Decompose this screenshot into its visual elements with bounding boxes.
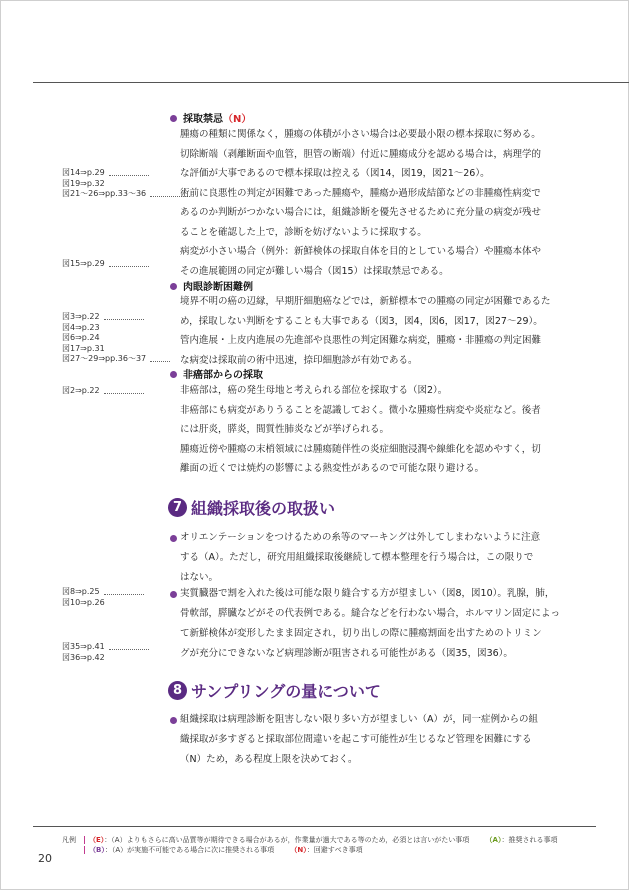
margin-ref[interactable]: 図10⇒p.26 bbox=[62, 597, 105, 607]
margin-ref[interactable]: 図35⇒p.41 bbox=[62, 642, 149, 653]
margin-refs-group2 bbox=[62, 259, 149, 270]
margin-ref[interactable]: 図19⇒p.32 bbox=[62, 178, 105, 188]
margin-ref[interactable]: 図15⇒p.29 bbox=[62, 259, 149, 270]
bullet-icon bbox=[170, 591, 177, 598]
margin-ref[interactable]: 図8⇒p.25 bbox=[62, 587, 144, 598]
margin-refs-group5 bbox=[62, 587, 144, 608]
section-8-bullet-1: 組織採取は病理診断を阻害しない限り多い方が望ましい（A）が，同一症例からの組 織採取が多すぎると採取部位間違いを起こす可能性が生じるなど管理を困難にする （N）ため，ある程度上限を決めておく。 bbox=[170, 710, 572, 770]
legend: 凡例 （E）：（A）よりもさらに高い品質等が期待できる場合があるが，作業量が過大である等のため，必須とは言いがたい事項 （A）：推奨される事項 （B）：（A）が実施不可能である場合に次に推奨される事項 （N）：回避すべき事項 bbox=[62, 836, 558, 854]
margin-refs-group4 bbox=[62, 386, 144, 397]
bullet-icon bbox=[170, 717, 177, 724]
top-rule bbox=[33, 82, 629, 83]
paragraph-nikugan-konnan: 境界不明の癌の辺縁，早期肝細胞癌などでは，新鮮標本での腫瘍の同定が困難であるた め，採取しない判断をすることも大事である（図3，図4，図6，図17，図27～29）。 管内進展・上皮内進展の先進部や良悪性の判定困難な病変，腫瘍・非腫瘍の判定困難 な病変は採取前の術中迅速，捺印細胞診が有効である。 bbox=[180, 296, 551, 366]
bottom-rule bbox=[33, 826, 596, 827]
subheading-nikugan-konnan: 肉眼診断困難例 bbox=[170, 278, 253, 293]
bullet-icon bbox=[170, 371, 177, 378]
section-number-badge: 8 bbox=[168, 681, 187, 700]
section-8-heading: 8 サンプリングの量について bbox=[168, 679, 381, 702]
bullet-icon bbox=[170, 535, 177, 542]
margin-ref[interactable]: 図17⇒p.31 bbox=[62, 343, 105, 353]
subheading-saishu-kinki: 採取禁忌（N） bbox=[170, 110, 251, 125]
section-7-bullet-2: 実質臓器で割を入れた後は可能な限り縫合する方が望ましい（図8，図10）。乳腺，肺， 骨軟部，膵臓などがその代表例である。縫合などを行わない場合，ホルマリン固定によっ て新鮮検体が変形したまま固定され，切り出しの際に腫瘍割面を出すためのトリミン グが充分にできないなど病理診断が阻害される可能性がある（図35，図36）。 bbox=[170, 584, 572, 664]
margin-ref[interactable]: 図3⇒p.22 bbox=[62, 312, 170, 323]
margin-ref[interactable]: 図2⇒p.22 bbox=[62, 386, 144, 397]
margin-ref[interactable]: 図27～29⇒pp.36～37 bbox=[62, 354, 170, 365]
bullet-icon bbox=[170, 115, 177, 122]
margin-ref[interactable]: 図6⇒p.24 bbox=[62, 333, 100, 342]
margin-ref[interactable]: 図14⇒p.29 bbox=[62, 168, 190, 179]
margin-ref[interactable]: 図36⇒p.42 bbox=[62, 652, 105, 662]
section-7-bullet-1: オリエンテーションをつけるための糸等のマーキングは外してしまわないように注意 する（A）。ただし，研究用組織採取後継続して標本整理を行う場合は，この限りで はない。 bbox=[170, 528, 572, 588]
margin-ref[interactable]: 図4⇒p.23 bbox=[62, 322, 100, 332]
margin-refs-group6 bbox=[62, 642, 149, 663]
bullet-icon bbox=[170, 283, 177, 290]
margin-refs-group1 bbox=[62, 168, 190, 200]
margin-ref[interactable]: 図21～26⇒pp.33～36 bbox=[62, 189, 190, 200]
subheading-higanbu: 非癌部からの採取 bbox=[170, 366, 263, 381]
section-7-heading: 7 組織採取後の取扱い bbox=[168, 496, 335, 519]
section-number-badge: 7 bbox=[168, 498, 187, 517]
page-number: 20 bbox=[38, 852, 52, 865]
paragraph-saishu-kinki: 腫瘍の種類に関係なく，腫瘍の体積が小さい場合は必要最小限の標本採取に努める。 切除断端（剥離断面や血管，胆管の断端）付近に腫瘍成分を認める場合は，病理学的 な評価が大事であるので標本採取は控える（図14，図19，図21～26）。 術前に良悪性の判定が困難であった腫瘍や，腫瘍か過形成結節などの非腫瘍性病変で あるのか判断がつかない場合には，組織診断を優先させるために充分量の病変が残せ ることを確認した上で，診断を妨げないように採取する。 病変が小さい場合（例外：新鮮検体の採取自体を目的としている場合）や腫瘍本体や その進展範囲の同定が難しい場合（図15）は採取禁忌である。 bbox=[180, 129, 542, 277]
paragraph-higanbu: 非癌部は，癌の発生母地と考えられる部位を採取する（図2）。 非癌部にも病変がありうることを認識しておく。微小な腫瘍性病変や炎症など。後者 には肝炎，膵炎，間質性肺炎などが挙げられる。 腫瘍近傍や腫瘍の末梢領域には腫瘍随伴性の炎症細胞浸潤や線維化を認めやすく，切 離面の近くでは焼灼の影響による熱変性があるので可能な限り避ける。 bbox=[180, 385, 541, 474]
margin-refs-group3 bbox=[62, 312, 170, 365]
